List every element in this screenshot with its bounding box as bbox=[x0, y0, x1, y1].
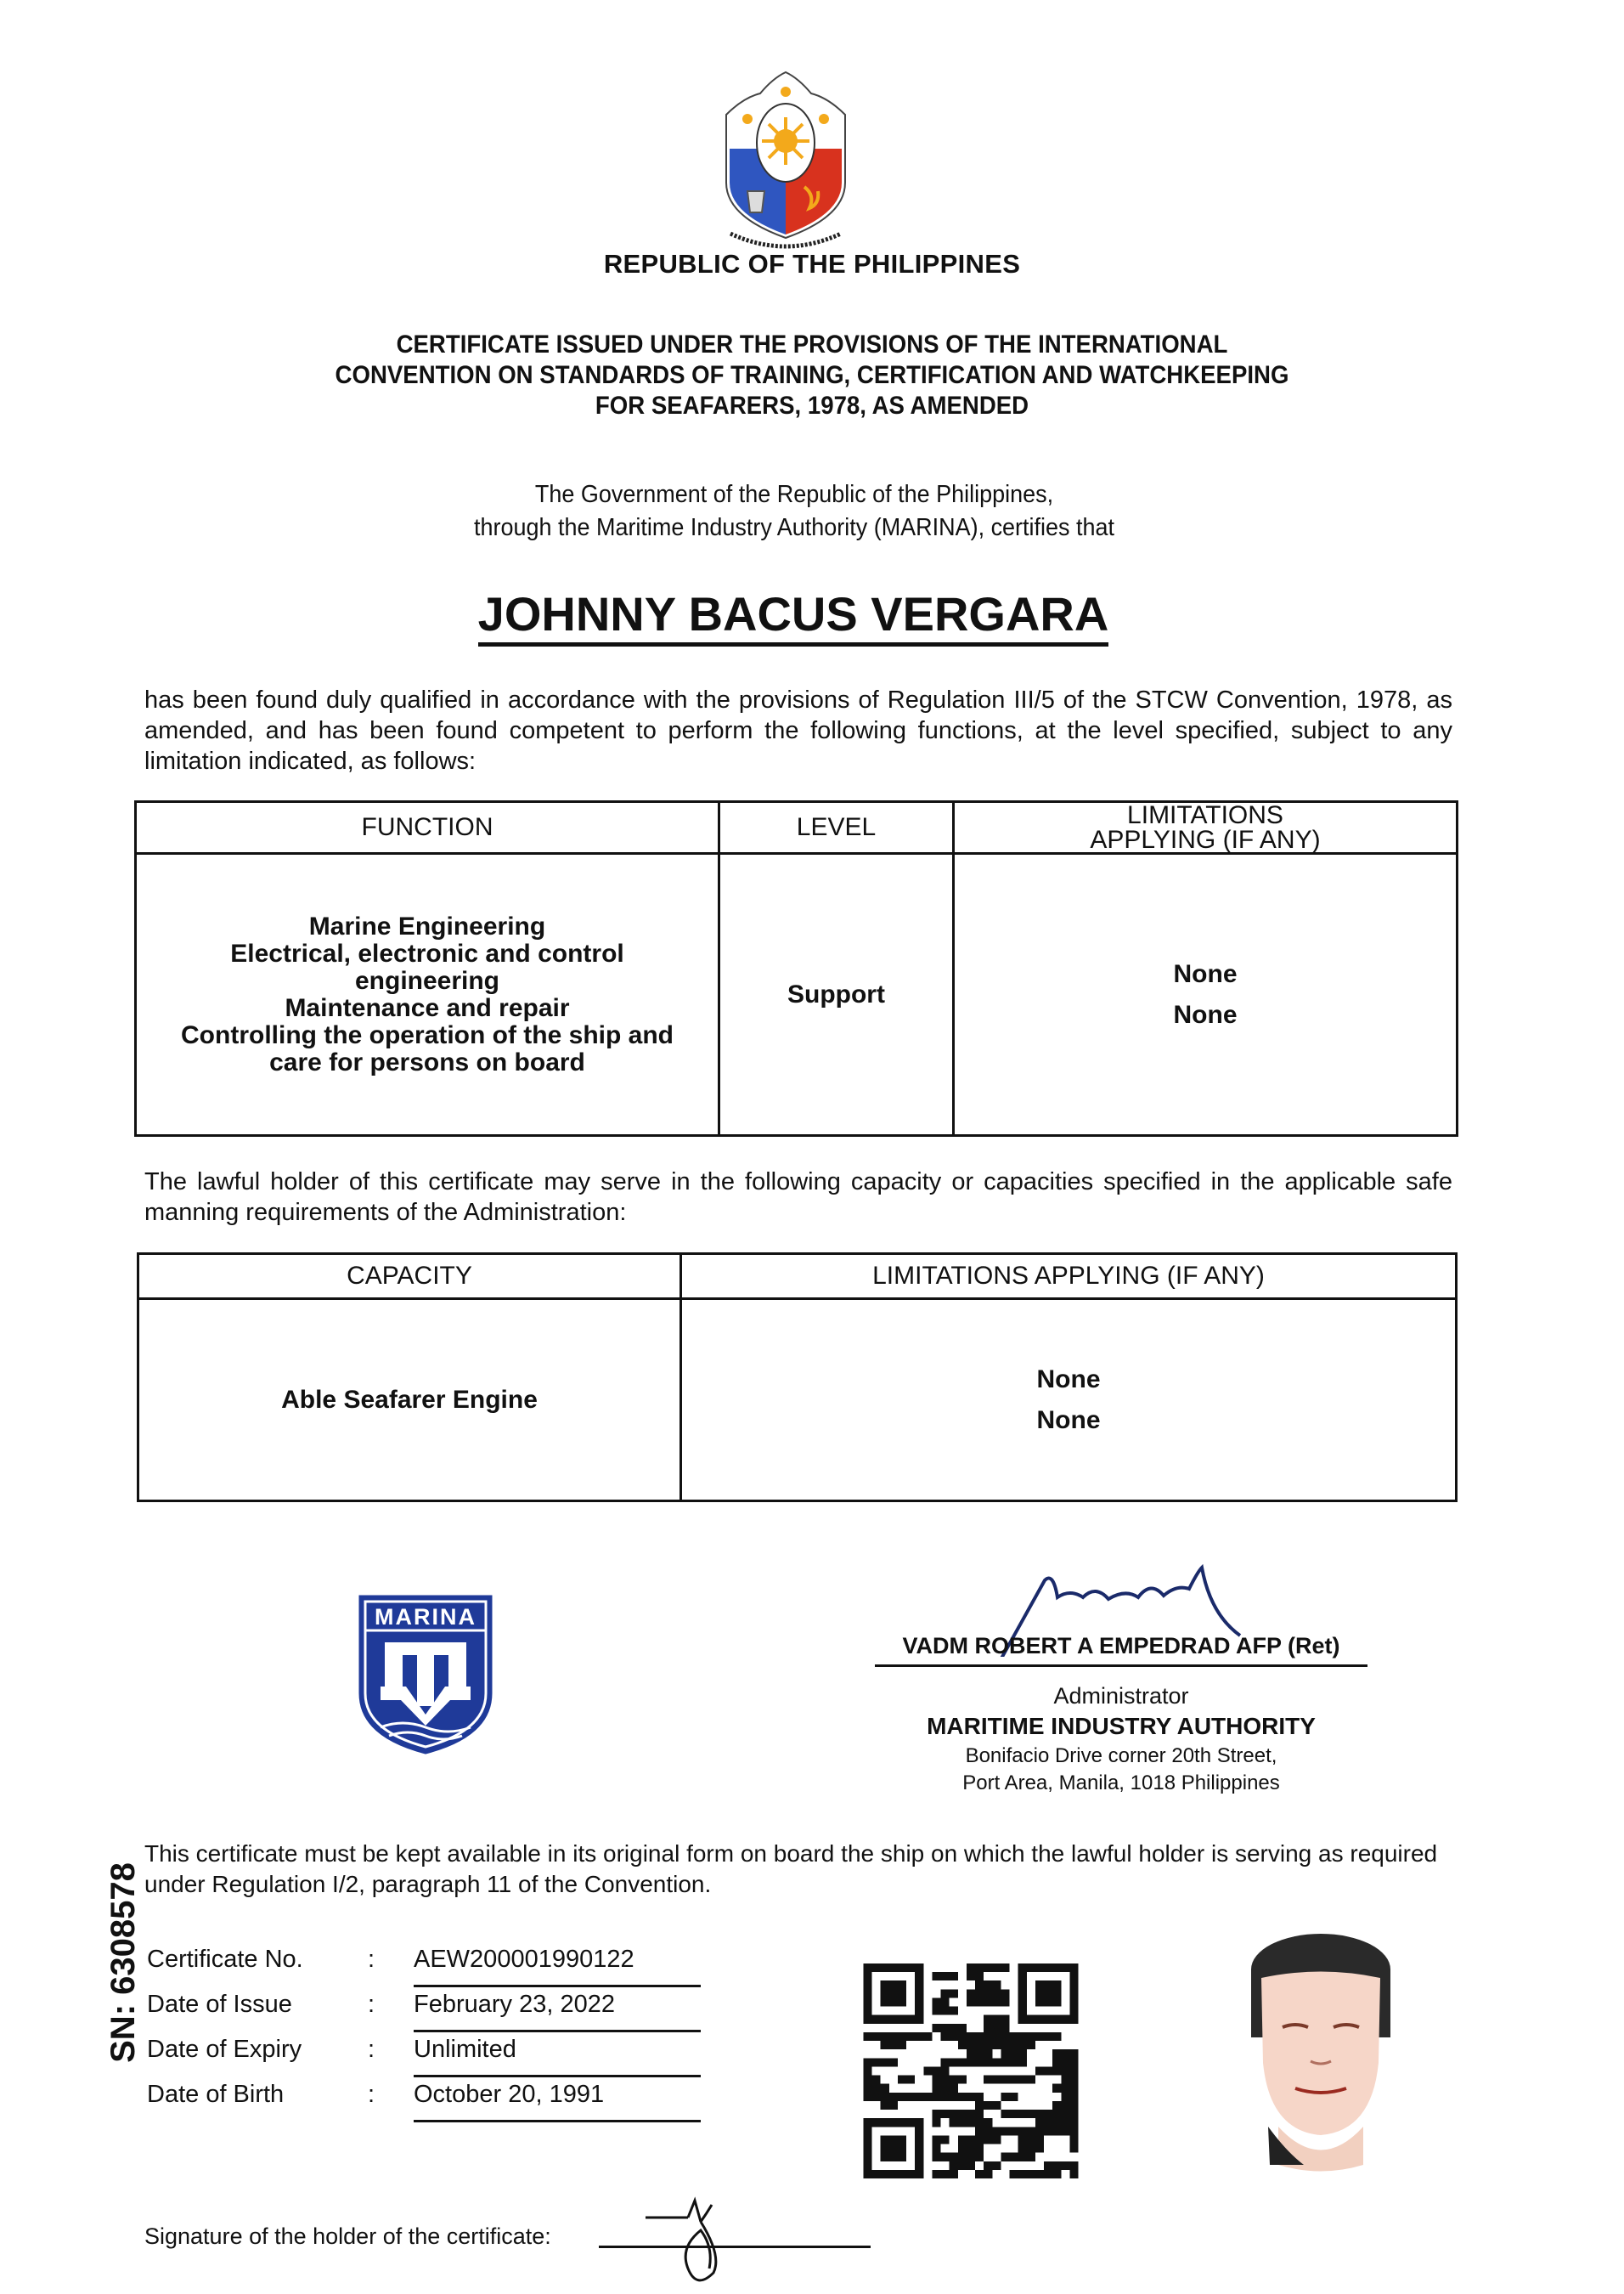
header-level: LEVEL bbox=[719, 802, 954, 854]
limitation-value: None bbox=[1173, 959, 1238, 988]
field-colon: : bbox=[368, 1991, 375, 2018]
field-colon: : bbox=[368, 2036, 375, 2063]
function-line: Maintenance and repair bbox=[285, 993, 570, 1022]
qr-code bbox=[860, 1963, 1081, 2178]
field-colon: : bbox=[368, 2081, 375, 2108]
philippine-coat-of-arms bbox=[709, 68, 862, 251]
capacity-paragraph: The lawful holder of this certificate may serve in the following capacity or capacities specified in the applicable safe manning requirements of the Administration: bbox=[144, 1168, 1452, 1226]
signatory-agency: MARITIME INDUSTRY AUTHORITY bbox=[927, 1713, 1316, 1739]
level-cell: Support bbox=[719, 854, 954, 1136]
limitations-cell bbox=[954, 854, 1458, 1136]
field-label: Date of Expiry bbox=[147, 2036, 302, 2063]
convention-heading bbox=[221, 330, 1402, 421]
header-limitations-line2: APPLYING (IF ANY) bbox=[1090, 826, 1321, 854]
header-limitations-line1: LIMITATIONS bbox=[1127, 801, 1283, 829]
convention-line: FOR SEAFARERS, 1978, AS AMENDED bbox=[595, 392, 1029, 420]
holder-signature bbox=[629, 2196, 756, 2290]
field-date-of-birth bbox=[147, 2081, 708, 2125]
signatory-name: VADM ROBERT A EMPEDRAD AFP (Ret) bbox=[875, 1633, 1367, 1667]
table-row bbox=[136, 854, 1458, 1136]
function-line: engineering bbox=[354, 966, 500, 995]
convention-line: CONVENTION ON STANDARDS OF TRAINING, CERTIFICATION AND WATCHKEEPING bbox=[335, 361, 1289, 389]
field-label: Certificate No. bbox=[147, 1946, 303, 1973]
limitation-value: None bbox=[1036, 1365, 1101, 1393]
function-line: Marine Engineering bbox=[308, 912, 546, 941]
address-line: Bonifacio Drive corner 20th Street, bbox=[965, 1744, 1277, 1767]
field-value: February 23, 2022 bbox=[414, 1991, 701, 2032]
limitation-value: None bbox=[1036, 1405, 1101, 1434]
country-heading: REPUBLIC OF THE PHILIPPINES bbox=[603, 249, 1021, 279]
field-date-of-issue bbox=[147, 1991, 708, 2035]
functions-table-header bbox=[136, 802, 1458, 854]
address-line: Port Area, Manila, 1018 Philippines bbox=[962, 1771, 1280, 1794]
function-line: care for persons on board bbox=[269, 1048, 585, 1076]
notice-text: This certificate must be kept available in its original form on board the ship on which the lawful holder is serving as required under Regulation I/2, paragraph 11 of the Convention. bbox=[144, 1840, 1438, 1897]
holder-signature-label: Signature of the holder of the certificate: bbox=[144, 2223, 551, 2249]
field-value: Unlimited bbox=[414, 2036, 701, 2077]
header-function: FUNCTION bbox=[136, 802, 719, 854]
capacity-cell: Able Seafarer Engine bbox=[138, 1299, 681, 1501]
marina-logo bbox=[355, 1591, 496, 1757]
field-date-of-expiry bbox=[147, 2036, 708, 2080]
svg-text:MARINA: MARINA bbox=[375, 1604, 476, 1630]
field-label: Date of Birth bbox=[147, 2081, 285, 2108]
field-label: Date of Issue bbox=[147, 1991, 292, 2018]
limitation-value: None bbox=[1173, 1000, 1238, 1029]
field-certificate-no bbox=[147, 1946, 708, 1990]
capacity-table-header bbox=[138, 1254, 1457, 1299]
function-cell bbox=[136, 854, 719, 1136]
signatory-title: Administrator bbox=[1053, 1683, 1189, 1709]
holder-name-text: JOHNNY BACUS VERGARA bbox=[478, 587, 1109, 647]
holder-name bbox=[0, 586, 1587, 641]
field-value: AEW200001990122 bbox=[414, 1946, 701, 1987]
convention-line: CERTIFICATE ISSUED UNDER THE PROVISIONS OF THE INTERNATIONAL bbox=[396, 331, 1228, 359]
capacity-limitations-cell bbox=[681, 1299, 1457, 1501]
header-capacity: CAPACITY bbox=[138, 1254, 681, 1299]
capacity-table bbox=[137, 1252, 1458, 1502]
function-line: Controlling the operation of the ship and bbox=[181, 1020, 674, 1049]
field-value: October 20, 1991 bbox=[414, 2081, 701, 2122]
government-line: through the Maritime Industry Authority (MARINA), certifies that bbox=[474, 514, 1114, 541]
serial-number: SN: 6308578 bbox=[104, 1862, 142, 2063]
government-statement bbox=[55, 478, 1532, 545]
holder-photo bbox=[1236, 1918, 1406, 2178]
header-capacity-limitations: LIMITATIONS APPLYING (IF ANY) bbox=[681, 1254, 1457, 1299]
table-row bbox=[138, 1299, 1457, 1501]
function-line: Electrical, electronic and control bbox=[230, 939, 624, 968]
functions-table bbox=[134, 800, 1458, 1137]
government-line: The Government of the Republic of the Philippines, bbox=[534, 481, 1054, 508]
field-colon: : bbox=[368, 1946, 375, 1973]
header-limitations bbox=[954, 802, 1458, 854]
qualification-paragraph: has been found duly qualified in accordance with the provisions of Regulation III/5 of the STCW Convention, 1978, as amended, and has been found competent to perform the following functions, at the level specified, subject to any limitation indicated, as follows: bbox=[144, 687, 1452, 775]
